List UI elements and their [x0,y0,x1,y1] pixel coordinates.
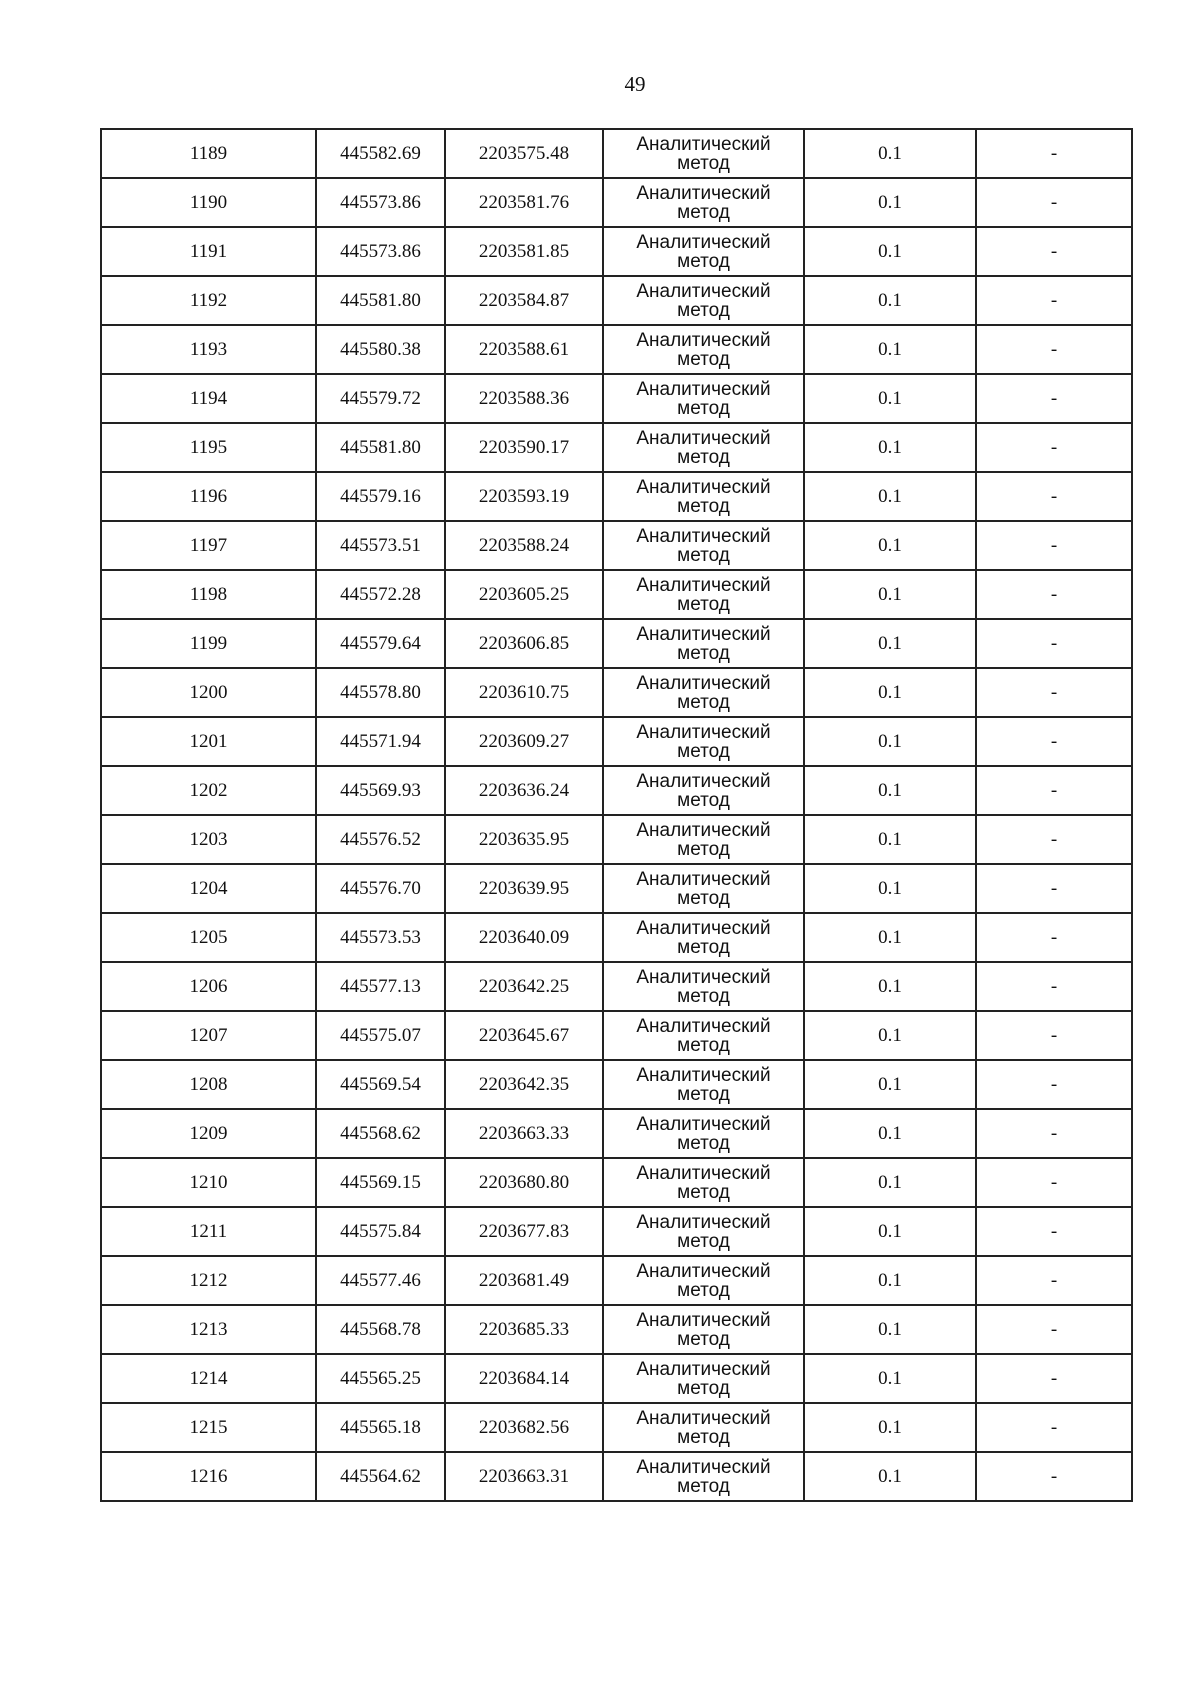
point-number-cell: 1191 [101,227,316,276]
note-cell: - [976,864,1132,913]
note-cell: - [976,766,1132,815]
point-number-cell: 1196 [101,472,316,521]
method-line-2: метод [677,544,730,566]
accuracy-cell: 0.1 [804,913,976,962]
point-number-cell: 1201 [101,717,316,766]
note-cell: - [976,423,1132,472]
note-cell: - [976,1158,1132,1207]
method-cell [603,815,804,864]
note-cell: - [976,1305,1132,1354]
x-coordinate-cell: 445579.72 [316,374,445,423]
coordinates-table [100,128,1133,1502]
x-coordinate-cell: 445576.70 [316,864,445,913]
x-coordinate-cell: 445582.69 [316,129,445,178]
accuracy-cell: 0.1 [804,864,976,913]
method-line-1: Аналитический [636,525,771,547]
method-cell [603,472,804,521]
x-coordinate-cell: 445569.93 [316,766,445,815]
y-coordinate-cell: 2203684.14 [445,1354,603,1403]
accuracy-cell: 0.1 [804,766,976,815]
note-cell: - [976,717,1132,766]
accuracy-cell: 0.1 [804,227,976,276]
note-cell: - [976,570,1132,619]
y-coordinate-cell: 2203575.48 [445,129,603,178]
y-coordinate-cell: 2203593.19 [445,472,603,521]
method-line-2: метод [677,985,730,1007]
method-line-2: метод [677,250,730,272]
method-line-2: метод [677,1230,730,1252]
point-number-cell: 1204 [101,864,316,913]
method-line-1: Аналитический [636,476,771,498]
note-cell: - [976,619,1132,668]
method-line-1: Аналитический [636,917,771,939]
method-cell [603,178,804,227]
table-row [101,962,1132,1011]
y-coordinate-cell: 2203681.49 [445,1256,603,1305]
method-line-1: Аналитический [636,672,771,694]
method-cell [603,1452,804,1501]
note-cell: - [976,1207,1132,1256]
note-cell: - [976,521,1132,570]
accuracy-cell: 0.1 [804,1354,976,1403]
x-coordinate-cell: 445569.15 [316,1158,445,1207]
note-cell: - [976,325,1132,374]
note-cell: - [976,178,1132,227]
accuracy-cell: 0.1 [804,1403,976,1452]
method-cell [603,325,804,374]
y-coordinate-cell: 2203642.35 [445,1060,603,1109]
method-line-1: Аналитический [636,1211,771,1233]
accuracy-cell: 0.1 [804,1011,976,1060]
x-coordinate-cell: 445571.94 [316,717,445,766]
point-number-cell: 1194 [101,374,316,423]
method-line-1: Аналитический [636,1309,771,1331]
table-row [101,227,1132,276]
table-row [101,472,1132,521]
method-line-1: Аналитический [636,868,771,890]
method-line-1: Аналитический [636,329,771,351]
table-row [101,619,1132,668]
note-cell: - [976,913,1132,962]
note-cell: - [976,1403,1132,1452]
point-number-cell: 1190 [101,178,316,227]
x-coordinate-cell: 445573.86 [316,227,445,276]
method-line-1: Аналитический [636,1456,771,1478]
method-line-2: метод [677,1083,730,1105]
method-cell [603,1354,804,1403]
x-coordinate-cell: 445572.28 [316,570,445,619]
point-number-cell: 1211 [101,1207,316,1256]
y-coordinate-cell: 2203584.87 [445,276,603,325]
y-coordinate-cell: 2203610.75 [445,668,603,717]
method-line-2: метод [677,593,730,615]
accuracy-cell: 0.1 [804,521,976,570]
y-coordinate-cell: 2203606.85 [445,619,603,668]
method-cell [603,619,804,668]
method-cell [603,766,804,815]
table-row [101,1354,1132,1403]
point-number-cell: 1192 [101,276,316,325]
y-coordinate-cell: 2203588.24 [445,521,603,570]
note-cell: - [976,1109,1132,1158]
method-cell [603,1207,804,1256]
note-cell: - [976,1011,1132,1060]
y-coordinate-cell: 2203636.24 [445,766,603,815]
accuracy-cell: 0.1 [804,619,976,668]
accuracy-cell: 0.1 [804,1452,976,1501]
method-line-1: Аналитический [636,574,771,596]
accuracy-cell: 0.1 [804,1256,976,1305]
method-line-2: метод [677,201,730,223]
method-line-2: метод [677,446,730,468]
accuracy-cell: 0.1 [804,129,976,178]
method-line-1: Аналитический [636,280,771,302]
point-number-cell: 1213 [101,1305,316,1354]
x-coordinate-cell: 445569.54 [316,1060,445,1109]
method-cell [603,1256,804,1305]
y-coordinate-cell: 2203605.25 [445,570,603,619]
point-number-cell: 1215 [101,1403,316,1452]
table-row [101,668,1132,717]
method-line-2: метод [677,887,730,909]
method-line-2: метод [677,1426,730,1448]
x-coordinate-cell: 445568.62 [316,1109,445,1158]
method-cell [603,129,804,178]
method-line-2: метод [677,152,730,174]
method-cell [603,1060,804,1109]
method-line-1: Аналитический [636,427,771,449]
x-coordinate-cell: 445564.62 [316,1452,445,1501]
note-cell: - [976,227,1132,276]
note-cell: - [976,1060,1132,1109]
method-cell [603,227,804,276]
table-row [101,1060,1132,1109]
method-line-2: метод [677,495,730,517]
method-line-2: метод [677,1475,730,1497]
method-line-1: Аналитический [636,623,771,645]
note-cell: - [976,962,1132,1011]
point-number-cell: 1212 [101,1256,316,1305]
method-line-2: метод [677,1279,730,1301]
method-line-1: Аналитический [636,133,771,155]
point-number-cell: 1189 [101,129,316,178]
y-coordinate-cell: 2203581.76 [445,178,603,227]
method-cell [603,521,804,570]
x-coordinate-cell: 445580.38 [316,325,445,374]
accuracy-cell: 0.1 [804,570,976,619]
method-line-2: метод [677,691,730,713]
y-coordinate-cell: 2203677.83 [445,1207,603,1256]
y-coordinate-cell: 2203685.33 [445,1305,603,1354]
y-coordinate-cell: 2203588.36 [445,374,603,423]
accuracy-cell: 0.1 [804,717,976,766]
point-number-cell: 1200 [101,668,316,717]
point-number-cell: 1205 [101,913,316,962]
coordinates-table-body [101,129,1132,1501]
note-cell: - [976,129,1132,178]
x-coordinate-cell: 445565.18 [316,1403,445,1452]
table-row [101,815,1132,864]
x-coordinate-cell: 445575.07 [316,1011,445,1060]
x-coordinate-cell: 445578.80 [316,668,445,717]
x-coordinate-cell: 445568.78 [316,1305,445,1354]
method-line-2: метод [677,936,730,958]
method-line-2: метод [677,1181,730,1203]
method-line-2: метод [677,1132,730,1154]
x-coordinate-cell: 445565.25 [316,1354,445,1403]
method-line-1: Аналитический [636,1358,771,1380]
accuracy-cell: 0.1 [804,423,976,472]
method-cell [603,374,804,423]
y-coordinate-cell: 2203609.27 [445,717,603,766]
note-cell: - [976,815,1132,864]
point-number-cell: 1214 [101,1354,316,1403]
table-row [101,1011,1132,1060]
x-coordinate-cell: 445581.80 [316,276,445,325]
accuracy-cell: 0.1 [804,1158,976,1207]
point-number-cell: 1209 [101,1109,316,1158]
point-number-cell: 1208 [101,1060,316,1109]
y-coordinate-cell: 2203639.95 [445,864,603,913]
method-line-2: метод [677,1377,730,1399]
table-row [101,717,1132,766]
note-cell: - [976,1452,1132,1501]
x-coordinate-cell: 445573.86 [316,178,445,227]
method-line-1: Аналитический [636,1162,771,1184]
accuracy-cell: 0.1 [804,276,976,325]
point-number-cell: 1197 [101,521,316,570]
table-row [101,570,1132,619]
x-coordinate-cell: 445575.84 [316,1207,445,1256]
note-cell: - [976,668,1132,717]
point-number-cell: 1207 [101,1011,316,1060]
point-number-cell: 1198 [101,570,316,619]
table-row [101,766,1132,815]
x-coordinate-cell: 445579.64 [316,619,445,668]
point-number-cell: 1216 [101,1452,316,1501]
method-cell [603,276,804,325]
method-cell [603,1011,804,1060]
accuracy-cell: 0.1 [804,1060,976,1109]
method-line-1: Аналитический [636,721,771,743]
table-row [101,521,1132,570]
method-line-2: метод [677,299,730,321]
y-coordinate-cell: 2203642.25 [445,962,603,1011]
y-coordinate-cell: 2203663.33 [445,1109,603,1158]
x-coordinate-cell: 445581.80 [316,423,445,472]
method-cell [603,717,804,766]
x-coordinate-cell: 445579.16 [316,472,445,521]
method-line-1: Аналитический [636,378,771,400]
table-row [101,1109,1132,1158]
table-row [101,423,1132,472]
table-row [101,178,1132,227]
point-number-cell: 1203 [101,815,316,864]
accuracy-cell: 0.1 [804,472,976,521]
table-row [101,129,1132,178]
point-number-cell: 1206 [101,962,316,1011]
method-cell [603,1305,804,1354]
table-row [101,1158,1132,1207]
method-line-1: Аналитический [636,819,771,841]
method-line-2: метод [677,740,730,762]
table-row [101,1207,1132,1256]
accuracy-cell: 0.1 [804,178,976,227]
x-coordinate-cell: 445573.51 [316,521,445,570]
accuracy-cell: 0.1 [804,1305,976,1354]
point-number-cell: 1199 [101,619,316,668]
method-line-1: Аналитический [636,1260,771,1282]
method-line-2: метод [677,1034,730,1056]
method-cell [603,423,804,472]
accuracy-cell: 0.1 [804,325,976,374]
page-number: 49 [624,72,646,96]
method-line-2: метод [677,838,730,860]
method-line-2: метод [677,789,730,811]
table-row [101,1403,1132,1452]
y-coordinate-cell: 2203590.17 [445,423,603,472]
method-line-2: метод [677,348,730,370]
note-cell: - [976,276,1132,325]
table-row [101,325,1132,374]
point-number-cell: 1193 [101,325,316,374]
method-cell [603,913,804,962]
y-coordinate-cell: 2203663.31 [445,1452,603,1501]
table-row [101,864,1132,913]
x-coordinate-cell: 445577.13 [316,962,445,1011]
table-row [101,913,1132,962]
method-cell [603,962,804,1011]
table-row [101,276,1132,325]
note-cell: - [976,1354,1132,1403]
method-line-1: Аналитический [636,231,771,253]
method-line-2: метод [677,1328,730,1350]
method-line-1: Аналитический [636,1113,771,1135]
x-coordinate-cell: 445577.46 [316,1256,445,1305]
point-number-cell: 1210 [101,1158,316,1207]
note-cell: - [976,1256,1132,1305]
method-cell [603,1158,804,1207]
accuracy-cell: 0.1 [804,1207,976,1256]
y-coordinate-cell: 2203640.09 [445,913,603,962]
accuracy-cell: 0.1 [804,374,976,423]
method-line-1: Аналитический [636,966,771,988]
note-cell: - [976,374,1132,423]
method-line-1: Аналитический [636,1015,771,1037]
accuracy-cell: 0.1 [804,668,976,717]
y-coordinate-cell: 2203635.95 [445,815,603,864]
accuracy-cell: 0.1 [804,962,976,1011]
method-line-1: Аналитический [636,770,771,792]
point-number-cell: 1202 [101,766,316,815]
y-coordinate-cell: 2203682.56 [445,1403,603,1452]
y-coordinate-cell: 2203645.67 [445,1011,603,1060]
method-cell [603,1109,804,1158]
y-coordinate-cell: 2203588.61 [445,325,603,374]
method-cell [603,1403,804,1452]
method-line-2: метод [677,642,730,664]
x-coordinate-cell: 445576.52 [316,815,445,864]
x-coordinate-cell: 445573.53 [316,913,445,962]
table-row [101,1305,1132,1354]
accuracy-cell: 0.1 [804,815,976,864]
table-row [101,374,1132,423]
accuracy-cell: 0.1 [804,1109,976,1158]
method-cell [603,668,804,717]
method-line-1: Аналитический [636,1407,771,1429]
method-line-2: метод [677,397,730,419]
y-coordinate-cell: 2203680.80 [445,1158,603,1207]
y-coordinate-cell: 2203581.85 [445,227,603,276]
method-line-1: Аналитический [636,182,771,204]
method-line-1: Аналитический [636,1064,771,1086]
table-row [101,1452,1132,1501]
method-cell [603,864,804,913]
point-number-cell: 1195 [101,423,316,472]
table-row [101,1256,1132,1305]
method-cell [603,570,804,619]
note-cell: - [976,472,1132,521]
